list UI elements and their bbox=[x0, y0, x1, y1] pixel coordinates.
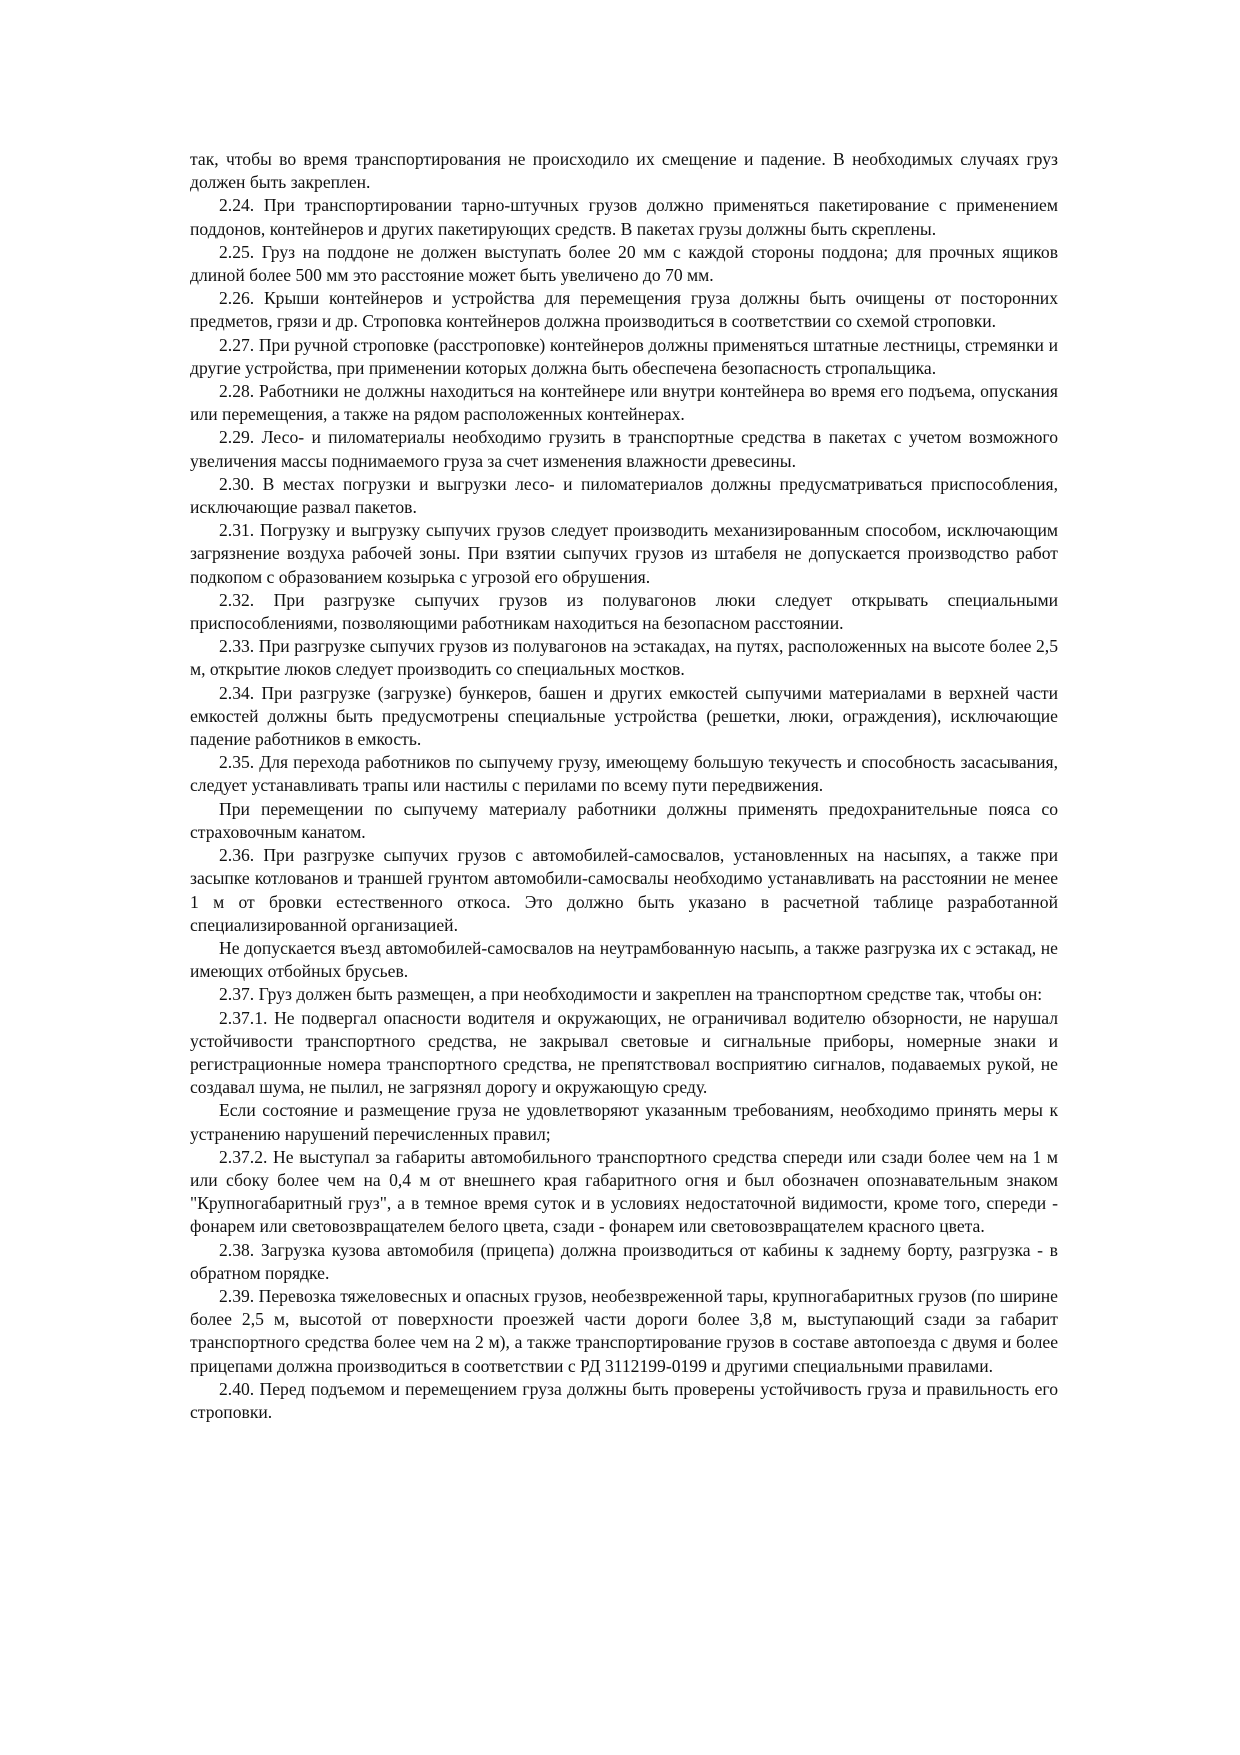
paragraph-2-37-2: 2.37.2. Не выступал за габариты автомобильного транспортного средства спереди или сзади более чем на 1 м или сбоку более чем на 0,4 м от внешнего края габаритного огня и был обозначен опознавательным знаком "Крупногабаритный груз", а в темное время суток и в условиях недостаточной видимости, кроме того, спереди - фонарем или световозвращателем белого цвета, сзади - фонарем или световозвращателем красного цвета. bbox=[190, 1146, 1058, 1237]
paragraph-2-38: 2.38. Загрузка кузова автомобиля (прицепа) должна производиться от кабины к заднему борту, разгрузка - в обратном порядке. bbox=[190, 1239, 1058, 1283]
paragraph-2-37-1-note: Если состояние и размещение груза не удовлетворяют указанным требованиям, необходимо принять меры к устранению нарушений перечисленных правил; bbox=[190, 1100, 1058, 1144]
paragraph-2-32: 2.32. При разгрузке сыпучих грузов из полувагонов люки следует открывать специальными приспособлениями, позволяющими работникам находиться на безопасном расстоянии. bbox=[190, 589, 1058, 634]
paragraph-2-28: 2.28. Работники не должны находиться на контейнере или внутри контейнера во время его подъема, опускания или перемещения, а также на рядом расположенных контейнерах. bbox=[190, 381, 1058, 425]
paragraph-2-27: 2.27. При ручной строповке (расстроповке) контейнеров должны применяться штатные лестницы, стремянки и другие устройства, при применении которых должна быть обеспечена безопасность стропальщика. bbox=[190, 334, 1058, 378]
paragraph-2-40: 2.40. Перед подъемом и перемещением груза должны быть проверены устойчивость груза и правильность его строповки. bbox=[190, 1378, 1058, 1422]
paragraph-2-36-note: Не допускается въезд автомобилей-самосвалов на неутрамбованную насыпь, а также разгрузка их с эстакад, не имеющих отбойных брусьев. bbox=[190, 937, 1058, 982]
paragraph-continuation: так, чтобы во время транспортирования не происходило их смещение и падение. В необходимых случаях груз должен быть закреплен. bbox=[190, 149, 1058, 193]
paragraph-2-35: 2.35. Для перехода работников по сыпучему грузу, имеющему большую текучесть и способность засасывания, следует устанавливать трапы или настилы с перилами по всему пути передвижения. bbox=[190, 752, 1058, 796]
paragraph-2-24: 2.24. При транспортировании тарно-штучных грузов должно применяться пакетирование с применением поддонов, контейнеров и других пакетирующих средств. В пакетах грузы должны быть скреплены. bbox=[190, 195, 1058, 239]
document-page bbox=[190, 148, 1058, 1424]
paragraph-2-36: 2.36. При разгрузке сыпучих грузов с автомобилей-самосвалов, установленных на насыпях, а также при засыпке котлованов и траншей грунтом автомобили-самосвалы необходимо устанавливать на расстоянии не менее 1 м от бровки естественного откоса. Это должно быть указано в расчетной таблице разработанной специализированной организацией. bbox=[190, 845, 1058, 935]
paragraph-2-39: 2.39. Перевозка тяжеловесных и опасных грузов, необезвреженной тары, крупногабаритных грузов (по ширине более 2,5 м, высотой от поверхности проезжей части дороги более 3,8 м, выступающий сзади за габарит транспортного средства более чем на 2 м), а также транспортирование грузов в составе автопоезда с двумя и более прицепами должна производиться в соответствии с РД 3112199-0199 и другими специальными правилами. bbox=[190, 1285, 1058, 1376]
paragraph-2-33: 2.33. При разгрузке сыпучих грузов из полувагонов на эстакадах, на путях, расположенных на высоте более 2,5 м, открытие люков следует производить со специальных мостков. bbox=[190, 636, 1058, 680]
paragraph-2-37: 2.37. Груз должен быть размещен, а при необходимости и закреплен на транспортном средстве так, чтобы он: bbox=[219, 984, 1043, 1005]
paragraph-2-37-1: 2.37.1. Не подвергал опасности водителя и окружающих, не ограничивал водителю обзорности, не нарушал устойчивости транспортного средства, не закрывал световые и сигнальные приборы, номерные знаки и регистрационные номера транспортного средства, не препятствовал восприятию сигналов, подаваемых рукой, не создавал шума, не пылил, не загрязнял дорогу и окружающую среду. bbox=[190, 1007, 1058, 1098]
paragraph-2-31: 2.31. Погрузку и выгрузку сыпучих грузов следует производить механизированным способом, исключающим загрязнение воздуха рабочей зоны. При взятии сыпучих грузов из штабеля не допускается производство работ подкопом с образованием козырька с угрозой его обрушения. bbox=[190, 520, 1058, 587]
paragraph-2-34: 2.34. При разгрузке (загрузке) бункеров, башен и других емкостей сыпучими материалами в верхней части емкостей должны быть предусмотрены специальные устройства (решетки, люки, ограждения), исключающие падение работников в емкость. bbox=[190, 682, 1058, 750]
paragraph-2-29: 2.29. Лесо- и пиломатериалы необходимо грузить в транспортные средства в пакетах с учетом возможного увеличения массы поднимаемого груза за счет изменения влажности древесины. bbox=[190, 427, 1058, 471]
paragraph-2-25: 2.25. Груз на поддоне не должен выступать более 20 мм с каждой стороны поддона; для прочных ящиков длиной более 500 мм это расстояние может быть увеличено до 70 мм. bbox=[190, 241, 1058, 286]
paragraph-2-35-note: При перемещении по сыпучему материалу работники должны применять предохранительные пояса со страховочным канатом. bbox=[190, 798, 1058, 842]
paragraph-2-30: 2.30. В местах погрузки и выгрузки лесо- и пиломатериалов должны предусматриваться приспособления, исключающие развал пакетов. bbox=[190, 473, 1058, 518]
paragraph-2-26: 2.26. Крыши контейнеров и устройства для перемещения груза должны быть очищены от посторонних предметов, грязи и др. Строповка контейнеров должна производиться в соответствии со схемой строповки. bbox=[190, 288, 1058, 332]
